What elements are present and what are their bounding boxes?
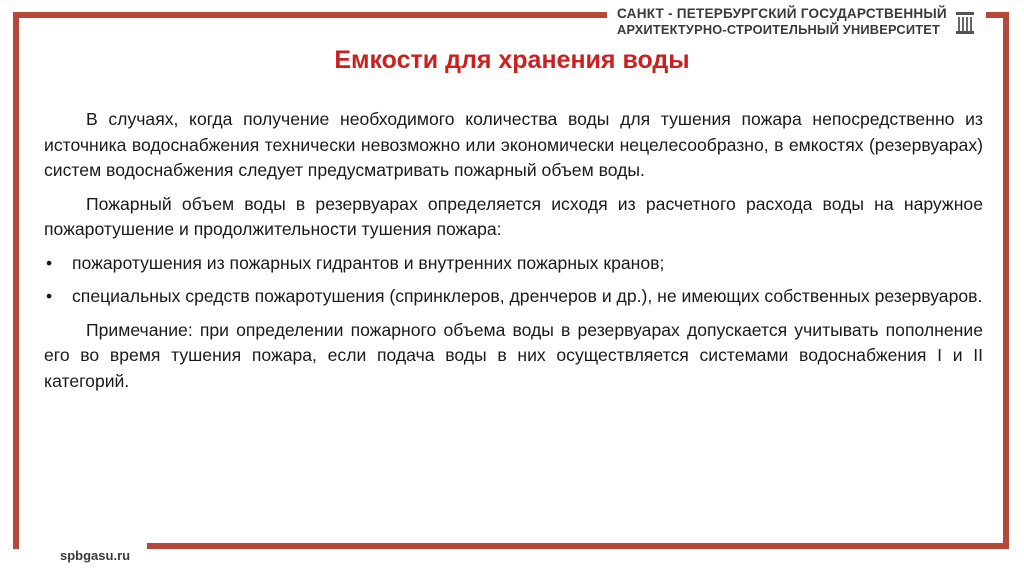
paragraph-volume: Пожарный объем воды в резервуарах определяется исходя из расчетного расхода воды на наружное пожаротушение и продолжительности тушения пожара: bbox=[44, 193, 983, 239]
paragraph-intro: В случаях, когда получение необходимого количества воды для тушения пожара непосредственно из источника водоснабжения технически невозможно или экономически нецелесообразно, в емкостях (резервуарах) систем водоснабжения следует предусматривать пожарный объем воды. bbox=[44, 109, 983, 180]
footer-site-link[interactable]: spbgasu.ru bbox=[60, 548, 131, 563]
slide-content bbox=[44, 107, 983, 402]
university-name-line2: АРХИТЕКТУРНО-СТРОИТЕЛЬНЫЙ УНИВЕРСИТЕТ bbox=[617, 22, 940, 37]
list-item-text: специальных средств пожаротушения (спринклеров, дренчеров и др.), не имеющих собственных резервуаров. bbox=[72, 286, 983, 306]
bullet-marker: • bbox=[46, 252, 53, 273]
bullet-list bbox=[44, 251, 983, 310]
list-item-text: пожаротушения из пожарных гидрантов и внутренних пожарных кранов; bbox=[72, 252, 665, 273]
paragraph-note: Примечание: при определении пожарного объема воды в резервуарах допускается учитывать пополнение его во время тушения пожара, если подача воды в них осуществляется системами водоснабжения I и II категорий. bbox=[44, 319, 983, 391]
university-building-icon bbox=[955, 9, 975, 35]
bullet-marker: • bbox=[46, 286, 53, 306]
frame-right-bar bbox=[1003, 12, 1009, 549]
university-name-line1: САНКТ - ПЕТЕРБУРГСКИЙ ГОСУДАРСТВЕННЫЙ bbox=[617, 6, 947, 21]
list-item bbox=[44, 284, 983, 310]
university-name bbox=[617, 6, 953, 38]
frame-left-bar bbox=[13, 12, 19, 549]
slide-title: Емкости для хранения воды bbox=[334, 46, 690, 74]
list-item bbox=[44, 251, 983, 277]
frame-top-left-bar bbox=[13, 12, 607, 18]
frame-bottom-bar bbox=[147, 543, 1009, 549]
